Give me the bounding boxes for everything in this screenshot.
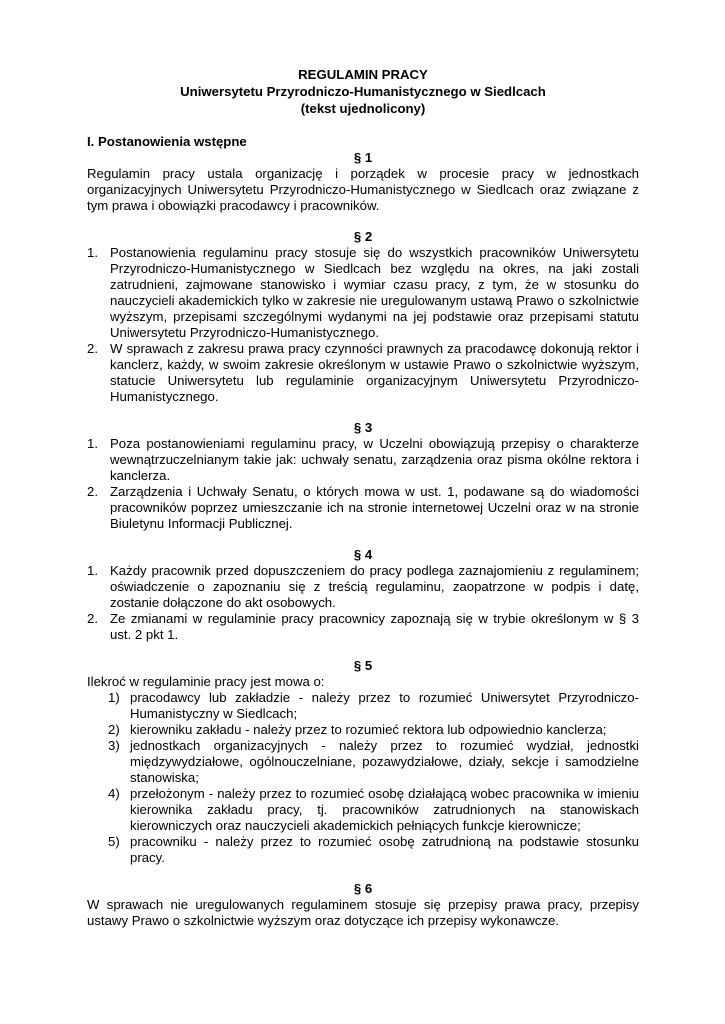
item-number: 1.	[87, 245, 98, 260]
item-text: kierowniku zakładu - należy przez to rozumieć rektora lub odpowiednio kanclerza;	[130, 722, 607, 737]
chapter-heading: I. Postanowienia wstępne	[87, 134, 247, 149]
item-number: 4)	[108, 786, 120, 801]
item-number: 2.	[87, 484, 98, 499]
item-text: Każdy pracownik przed dopuszczeniem do pracy podlega zaznajomieniu z regulaminem; oświadczenie o zapoznaniu się z treścią regulaminu, zaopatrzone w podpis i datę, zostanie dołączone do akt osobowych.	[110, 563, 639, 610]
item-number: 1)	[108, 690, 120, 705]
list-item	[108, 738, 639, 786]
list-item	[108, 834, 639, 866]
section-heading-2: § 2	[353, 229, 373, 244]
item-number: 1.	[87, 436, 98, 451]
section-heading-3: § 3	[353, 420, 373, 435]
item-number: 5)	[108, 834, 120, 849]
item-number: 2.	[87, 611, 98, 626]
list-item	[87, 436, 639, 484]
item-text: W sprawach z zakresu prawa pracy czynności prawnych za pracodawcę dokonują rektor i kanclerz, każdy, w swoim zakresie określonym w ustawie Prawo o szkolnictwie wyższym, statucie Uniwersytetu lub regulaminie organizacyjnym Uniwersytetu Przyrodniczo-Humanistycznego.	[110, 341, 639, 404]
section-6-text: W sprawach nie uregulowanych regulaminem stosuje się przepisy prawa pracy, przepisy ustawy Prawo o szkolnictwie wyższym oraz dotyczące ich przepisy wykonawcze.	[87, 897, 639, 928]
document-subtitle: Uniwersytetu Przyrodniczo-Humanistycznego w Siedlcach	[180, 84, 546, 99]
document-title: REGULAMIN PRACY	[298, 67, 428, 82]
list-item	[108, 690, 639, 722]
list-item	[87, 341, 639, 405]
list-item	[108, 786, 639, 834]
section-4-list	[87, 563, 639, 643]
item-text: Postanowienia regulaminu pracy stosuje się do wszystkich pracowników Uniwersytetu Przyrodniczo-Humanistycznego w Siedlcach bez względu na okres, na jaki zostali zatrudnieni, zajmowane stanowisko i wymiar czasu pracy, z tym, że w stosunku do nauczycieli akademickich tylko w zakresie nie uregulowanym ustawą Prawo o szkolnictwie wyższym, przepisami szczególnymi wydanymi na jej podstawie oraz przepisami statutu Uniwersytetu Przyrodniczo-Humanistycznego.	[110, 245, 639, 340]
list-item	[87, 484, 639, 532]
section-5-list	[87, 690, 639, 866]
section-heading-6: § 6	[353, 881, 373, 896]
document-note: (tekst ujednolicony)	[300, 101, 426, 116]
item-text: przełożonym - należy przez to rozumieć osobę działającą wobec pracownika w imieniu kierownika zakładu pracy, tj. pracowników zatrudnionych na stanowiskach kierowniczych oraz nauczycieli akademickich pełniących funkcje kierownicze;	[130, 786, 639, 833]
item-number: 2)	[108, 722, 120, 737]
document-page	[87, 66, 639, 929]
item-text: pracowniku - należy przez to rozumieć osobę zatrudnioną na podstawie stosunku pracy.	[130, 834, 639, 865]
section-3-list	[87, 436, 639, 532]
section-2-list	[87, 245, 639, 405]
list-item	[87, 563, 639, 611]
list-item	[87, 245, 639, 341]
item-text: Zarządzenia i Uchwały Senatu, o których mowa w ust. 1, podawane są do wiadomości pracowników poprzez umieszczanie ich na stronie internetowej Uczelni oraz w na stronie Biuletynu Informacji Publicznej.	[110, 484, 639, 531]
item-text: Poza postanowieniami regulaminu pracy, w Uczelni obowiązują przepisy o charakterze wewnątrzuczelnianym takie jak: uchwały senatu, zarządzenia oraz pisma okólne rektora i kanclerza.	[110, 436, 639, 483]
item-text: Ze zmianami w regulaminie pracy pracownicy zapoznają się w trybie określonym w § 3 ust. 2 pkt 1.	[110, 611, 639, 642]
item-number: 1.	[87, 563, 98, 578]
section-heading-1: § 1	[353, 150, 373, 165]
section-heading-5: § 5	[353, 658, 373, 673]
list-item	[87, 611, 639, 643]
section-1-text: Regulamin pracy ustala organizację i porządek w procesie pracy w jednostkach organizacyjnych Uniwersytetu Przyrodniczo-Humanistycznego w Siedlcach oraz związane z tym prawa i obowiązki pracodawcy i pracowników.	[87, 166, 639, 213]
item-number: 2.	[87, 341, 98, 356]
item-number: 3)	[108, 738, 120, 753]
item-text: pracodawcy lub zakładzie - należy przez to rozumieć Uniwersytet Przyrodniczo-Humanistyczny w Siedlcach;	[130, 690, 639, 721]
section-5-intro: Ilekroć w regulaminie pracy jest mowa o:	[87, 674, 325, 689]
item-text: jednostkach organizacyjnych - należy przez to rozumieć wydział, jednostki międzywydziałowe, ogólnouczelniane, pozawydziałowe, działy, sekcje i samodzielne stanowiska;	[130, 738, 639, 785]
list-item	[108, 722, 639, 738]
section-heading-4: § 4	[353, 547, 373, 562]
